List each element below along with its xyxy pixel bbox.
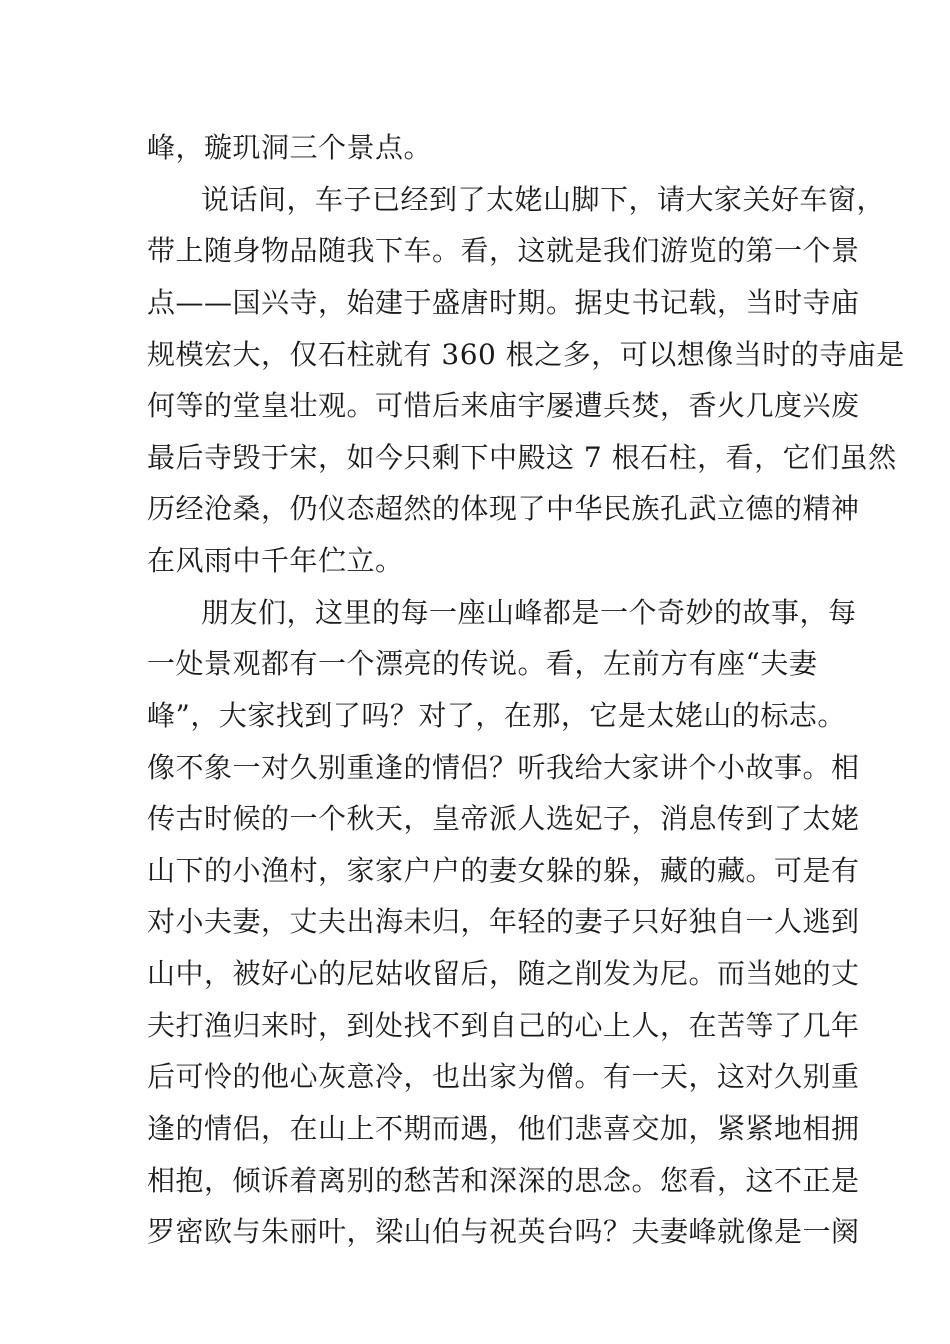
text-line: 点——国兴寺，始建于盛唐时期。据史书记载，当时寺庙 (147, 286, 860, 319)
text-line: 最后寺毁于宋，如今只剩下中殿这 7 根石柱，看，它们虽然 (147, 441, 897, 474)
text-line: 带上随身物品随我下车。看，这就是我们游览的第一个景 (147, 234, 860, 267)
text-line: 峰，璇玑洞三个景点。 (147, 131, 433, 164)
text-line: 对小夫妻，丈夫出海未归，年轻的妻子只好独自一人逃到 (147, 905, 860, 938)
text-line: 在风雨中千年伫立。 (147, 544, 404, 577)
text-line: 相抱，倾诉着离别的愁苦和深深的思念。您看，这不正是 (147, 1164, 860, 1197)
text-line: 山中，被好心的尼姑收留后，随之削发为尼。而当她的丈 (147, 957, 860, 990)
text-line: 传古时候的一个秋天，皇帝派人选妃子，消息传到了太姥 (147, 802, 860, 835)
text-line: 逢的情侣，在山上不期而遇，他们悲喜交加，紧紧地相拥 (147, 1112, 860, 1145)
text-line: 山下的小渔村，家家户户的妻女躲的躲，藏的藏。可是有 (147, 854, 860, 887)
text-line: 朋友们，这里的每一座山峰都是一个奇妙的故事，每 (201, 596, 857, 629)
text-line: 历经沧桑，仍仪态超然的体现了中华民族孔武立德的精神 (147, 492, 860, 525)
text-line: 何等的堂皇壮观。可惜后来庙宇屡遭兵焚，香火几度兴废 (147, 389, 860, 422)
text-line: 峰”，大家找到了吗？对了，在那，它是太姥山的标志。 (147, 699, 846, 732)
text-line: 罗密欧与朱丽叶，梁山伯与祝英台吗？夫妻峰就像是一阕 (147, 1215, 860, 1248)
text-line: 说话间，车子已经到了太姥山脚下，请大家关好车窗， (201, 183, 886, 216)
text-line: 像不象一对久别重逢的情侣？听我给大家讲个小故事。相 (147, 751, 860, 784)
text-line: 后可怜的他心灰意冷，也出家为僧。有一天，这对久别重 (147, 1060, 860, 1093)
text-line: 规模宏大，仅石柱就有 360 根之多，可以想像当时的寺庙是 (147, 338, 905, 371)
text-line: 夫打渔归来时，到处找不到自己的心上人，在苦等了几年 (147, 1009, 860, 1042)
text-line: 一处景观都有一个漂亮的传说。看，左前方有座“夫妻 (147, 647, 818, 680)
